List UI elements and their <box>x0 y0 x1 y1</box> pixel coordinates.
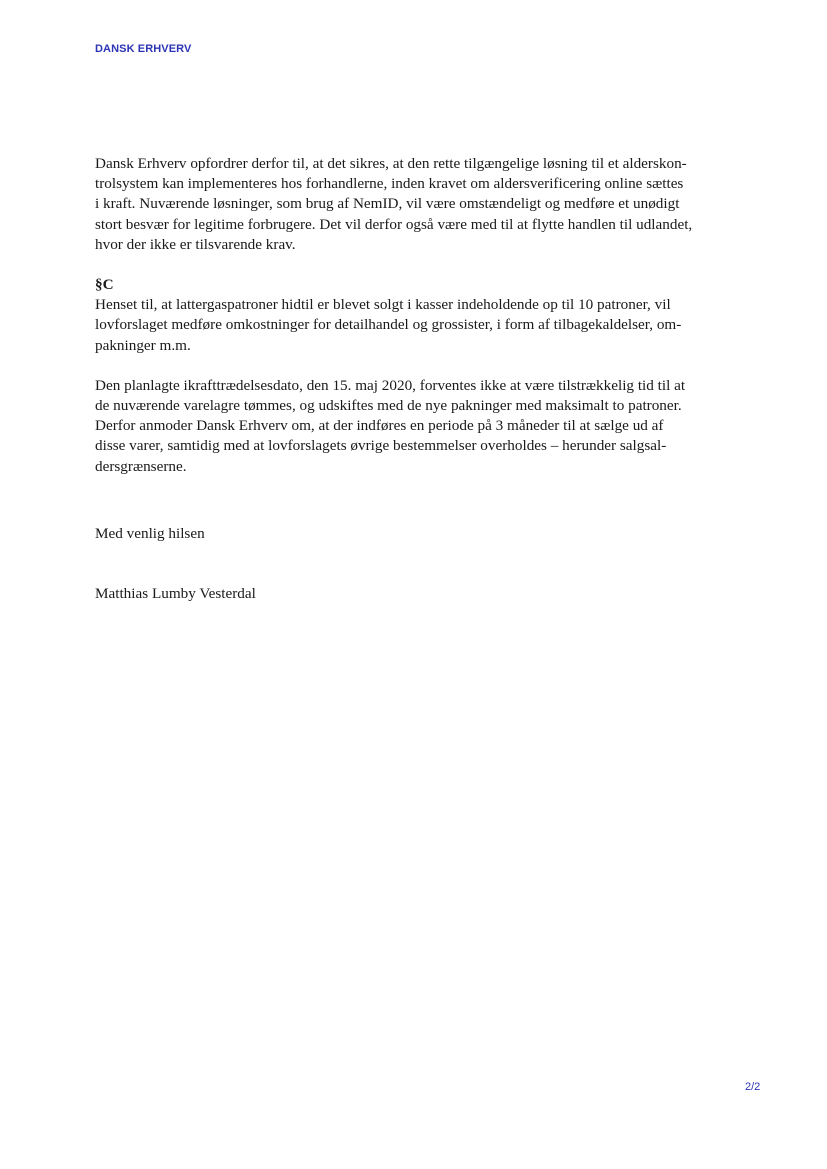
paragraph-age-verification <box>95 154 735 255</box>
section-heading: §C <box>95 276 114 294</box>
text-line: Den planlagte ikrafttrædelsesdato, den 15. maj 2020, forventes ikke at være tilstrækkelig tid til at <box>95 376 686 394</box>
text-line: Dansk Erhverv opfordrer derfor til, at det sikres, at den rette tilgængelige løsning til et alderskon- <box>95 155 687 172</box>
organization-header: DANSK ERHVERV <box>95 43 192 55</box>
text-line: i kraft. Nuværende løsninger, som brug af NemID, vil være omstændeligt og medføre et unødigt <box>95 195 680 213</box>
letter-body <box>95 154 735 497</box>
text-line: lovforslaget medføre omkostninger for detailhandel og grossister, i form af tilbagekaldelser, om- <box>95 316 682 334</box>
text-line: hvor der ikke er tilsvarende krav. <box>95 235 296 253</box>
closing-greeting: Med venlig hilsen <box>95 525 205 542</box>
paragraph-section-c <box>95 275 735 356</box>
page-number: 2/2 <box>745 1081 761 1093</box>
text-line: disse varer, samtidig med at lovforslagets øvrige bestemmelser overholdes – herunder salgsal- <box>95 437 667 455</box>
text-line: Derfor anmoder Dansk Erhverv om, at der indføres en periode på 3 måneder til at sælge ud af <box>95 417 664 435</box>
signatory-name: Matthias Lumby Vesterdal <box>95 585 256 602</box>
text-line: de nuværende varelagre tømmes, og udskiftes med de nye pakninger med maksimalt to patroner. <box>95 397 682 415</box>
text-line: pakninger m.m. <box>95 336 191 354</box>
text-line: Henset til, at lattergaspatroner hidtil er blevet solgt i kasser indeholdende op til 10 patroner, vil <box>95 296 671 314</box>
text-line: dersgrænserne. <box>95 457 187 475</box>
text-line: stort besvær for legitime forbrugere. Det vil derfor også være med til at flytte handlen til udlandet, <box>95 215 693 233</box>
paragraph-effective-date <box>95 376 735 477</box>
text-line: trolsystem kan implementeres hos forhandlerne, inden kravet om aldersverificering online sættes <box>95 175 684 193</box>
